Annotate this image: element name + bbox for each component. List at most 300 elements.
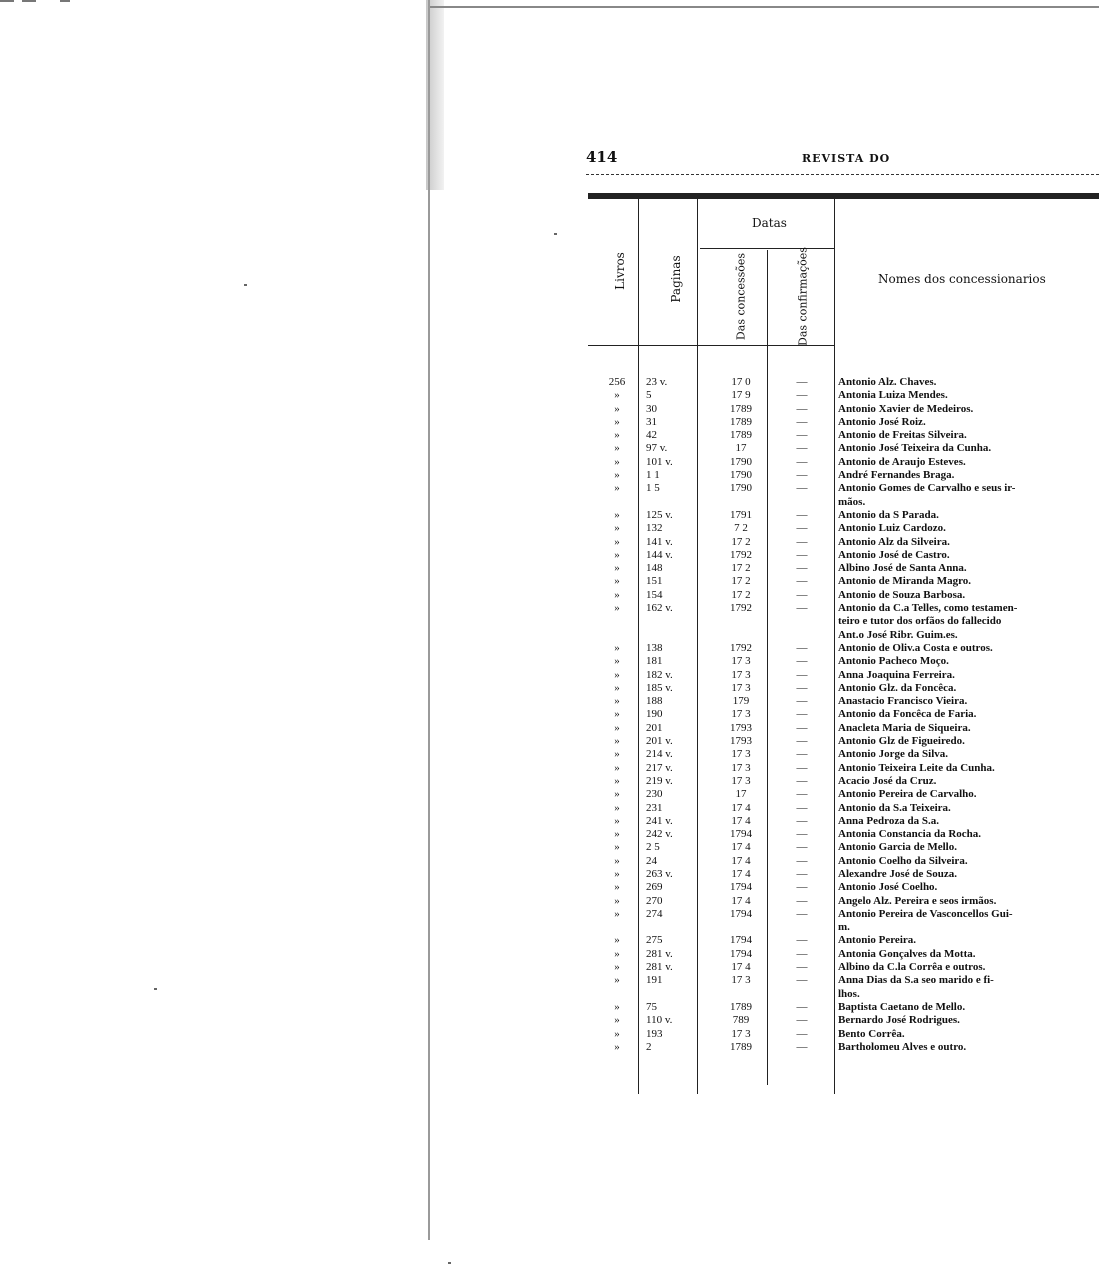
cell-livro: »: [614, 1000, 620, 1013]
table-row: [0, 682, 1099, 695]
cell-concessao: 179: [732, 695, 750, 708]
cell-confirmacao: —: [796, 974, 808, 987]
cell-pagina: 185 v.: [646, 681, 673, 694]
cell-pagina: 201: [646, 721, 663, 734]
cell-confirmacao: —: [796, 455, 808, 468]
cell-pagina: 101 v.: [646, 455, 673, 468]
table-row: [0, 974, 1099, 987]
table-row: [0, 1014, 1099, 1027]
cell-concessao: 17 4: [731, 801, 751, 814]
cell-concessao: 17 3: [731, 655, 751, 668]
cell-concessao: 1794: [730, 881, 752, 894]
cell-nome: Baptista Caetano de Mello.: [838, 1000, 966, 1013]
cell-livro: 256: [608, 376, 626, 388]
cell-nome: Albino da C.la Corrêa e outros.: [838, 961, 986, 974]
cell-concessao: 17 3: [731, 774, 751, 787]
table-row: [0, 589, 1099, 602]
cell-pagina: 144 v.: [646, 548, 673, 561]
table-row: [0, 868, 1099, 881]
cell-concessao: 17 4: [731, 814, 751, 827]
cell-nome: teiro e tutor dos orfãos do fallecido: [838, 615, 1002, 628]
cell-confirmacao: —: [796, 508, 808, 521]
cell-pagina: 231: [646, 801, 663, 814]
cell-confirmacao: —: [796, 429, 808, 442]
cell-concessao: 17 3: [731, 974, 751, 987]
header-das-confirmacoes: Das confirmações: [796, 247, 810, 346]
cell-confirmacao: —: [796, 854, 808, 867]
table-row: [0, 642, 1099, 655]
cell-nome: Antonia Luiza Mendes.: [838, 389, 948, 402]
cell-pagina: 132: [646, 522, 663, 535]
cell-nome: Angelo Alz. Pereira e seos irmãos.: [838, 894, 997, 907]
cell-nome: Antonio da S Parada.: [838, 508, 939, 521]
cell-nome: mãos.: [838, 495, 866, 508]
table-row: [0, 1001, 1099, 1014]
cell-confirmacao: —: [796, 602, 808, 615]
cell-confirmacao: —: [796, 934, 808, 947]
cell-pagina: 281 v.: [646, 961, 673, 974]
table-row: [0, 1041, 1099, 1054]
cell-livro: »: [614, 894, 620, 907]
datas-rule: [700, 248, 834, 249]
cell-nome: Ant.o José Ribr. Guim.es.: [838, 628, 958, 641]
cell-nome: Bento Corrêa.: [838, 1027, 905, 1040]
cell-nome: Antonio de Souza Barbosa.: [838, 588, 966, 601]
cell-nome: Antonio Gomes de Carvalho e seus ir-: [838, 482, 1016, 495]
cell-livro: »: [614, 907, 620, 920]
cell-confirmacao: —: [796, 1040, 808, 1053]
cell-confirmacao: —: [796, 894, 808, 907]
table-row: [0, 735, 1099, 748]
cell-livro: »: [614, 455, 620, 468]
table-row: [0, 429, 1099, 442]
cell-nome: Antonio Xavier de Medeiros.: [838, 402, 974, 415]
cell-nome: Antonio Pereira.: [838, 934, 917, 947]
cell-nome: Anacleta Maria de Siqueira.: [838, 721, 971, 734]
cell-nome: Antonio da Foncêca de Faria.: [838, 708, 977, 721]
cell-pagina: 230: [646, 788, 663, 801]
cell-nome: m.: [838, 921, 850, 934]
cell-pagina: 2: [646, 1040, 652, 1053]
cell-livro: »: [614, 482, 620, 495]
scan-edge-mark: [0, 0, 14, 2]
table-row: [0, 895, 1099, 908]
cell-pagina: 191: [646, 974, 663, 987]
cell-pagina: 182 v.: [646, 668, 673, 681]
cell-concessao: 17 3: [731, 748, 751, 761]
cell-confirmacao: —: [796, 907, 808, 920]
cell-pagina: 97 v.: [646, 442, 668, 455]
cell-pagina: 148: [646, 562, 663, 575]
cell-livro: »: [614, 788, 620, 801]
cell-livro: »: [614, 695, 620, 708]
cell-nome: Antonio de Freitas Silveira.: [838, 429, 967, 442]
cell-confirmacao: —: [796, 748, 808, 761]
cell-pagina: 162 v.: [646, 602, 673, 615]
table-row: [0, 934, 1099, 947]
cell-pagina: 219 v.: [646, 774, 673, 787]
cell-nome: Alexandre José de Souza.: [838, 867, 957, 880]
cell-pagina: 110 v.: [646, 1014, 673, 1027]
cell-concessao: 17 3: [731, 761, 751, 774]
table-row: [0, 629, 1099, 642]
cell-pagina: 281 v.: [646, 947, 673, 960]
cell-nome: Antonio Alz da Silveira.: [838, 535, 950, 548]
table-row: [0, 376, 1099, 389]
cell-confirmacao: —: [796, 721, 808, 734]
cell-livro: »: [614, 602, 620, 615]
cell-livro: »: [614, 867, 620, 880]
table-row: [0, 389, 1099, 402]
cell-pagina: 263 v.: [646, 867, 673, 880]
cell-nome: Bernardo José Rodrigues.: [838, 1014, 960, 1027]
cell-confirmacao: —: [796, 402, 808, 415]
table-row: [0, 1028, 1099, 1041]
cell-nome: Albino José de Santa Anna.: [838, 562, 967, 575]
cell-pagina: 125 v.: [646, 508, 673, 521]
cell-confirmacao: —: [796, 522, 808, 535]
cell-nome: André Fernandes Braga.: [838, 469, 955, 482]
cell-nome: Anna Joaquina Ferreira.: [838, 668, 955, 681]
cell-confirmacao: —: [796, 1027, 808, 1040]
cell-concessao: 17 4: [731, 961, 751, 974]
concessionaires-table-body: [0, 376, 1099, 1054]
cell-livro: »: [614, 442, 620, 455]
cell-confirmacao: —: [796, 841, 808, 854]
cell-confirmacao: —: [796, 881, 808, 894]
table-row: [0, 602, 1099, 615]
cell-nome: Antonio José Roiz.: [838, 415, 926, 428]
cell-pagina: 269: [646, 881, 663, 894]
table-row: [0, 509, 1099, 522]
cell-confirmacao: —: [796, 641, 808, 654]
cell-concessao: 17 2: [731, 588, 751, 601]
cell-nome: Antonio da C.a Telles, como testamen-: [838, 602, 1018, 615]
table-row: [0, 496, 1099, 509]
cell-confirmacao: —: [796, 788, 808, 801]
cell-livro: »: [614, 588, 620, 601]
cell-pagina: 31: [646, 415, 657, 428]
cell-livro: »: [614, 934, 620, 947]
cell-livro: »: [614, 415, 620, 428]
cell-concessao: 1793: [730, 721, 752, 734]
cell-confirmacao: —: [796, 415, 808, 428]
cell-confirmacao: —: [796, 867, 808, 880]
cell-livro: »: [614, 974, 620, 987]
cell-confirmacao: —: [796, 588, 808, 601]
cell-livro: »: [614, 508, 620, 521]
cell-pagina: 217 v.: [646, 761, 673, 774]
cell-nome: Antonio José de Castro.: [838, 548, 950, 561]
table-row: [0, 536, 1099, 549]
cell-nome: Antonio de Miranda Magro.: [838, 575, 972, 588]
cell-livro: »: [614, 681, 620, 694]
cell-nome: Anna Pedroza da S.a.: [838, 814, 939, 827]
table-row: [0, 908, 1099, 921]
cell-pagina: 23 v.: [646, 376, 668, 388]
cell-nome: Antonio Teixeira Leite da Cunha.: [838, 761, 995, 774]
table-row: [0, 469, 1099, 482]
table-row: [0, 695, 1099, 708]
table-row: [0, 722, 1099, 735]
cell-confirmacao: —: [796, 774, 808, 787]
cell-concessao: 1790: [730, 455, 752, 468]
cell-nome: Antonio Glz de Figueiredo.: [838, 735, 965, 748]
cell-livro: »: [614, 575, 620, 588]
header-datas: Datas: [752, 216, 787, 230]
cell-livro: »: [614, 841, 620, 854]
cell-confirmacao: —: [796, 482, 808, 495]
cell-concessao: 17 2: [731, 575, 751, 588]
cell-concessao: 1794: [730, 934, 752, 947]
cell-concessao: 1789: [730, 1040, 752, 1053]
cell-pagina: 270: [646, 894, 663, 907]
cell-concessao: 1794: [730, 828, 752, 841]
cell-confirmacao: —: [796, 655, 808, 668]
scan-speck: [448, 1262, 451, 1264]
cell-confirmacao: —: [796, 735, 808, 748]
cell-nome: Antonio de Oliv.a Costa e outros.: [838, 641, 993, 654]
cell-livro: »: [614, 402, 620, 415]
cell-concessao: 1794: [730, 907, 752, 920]
table-row: [0, 575, 1099, 588]
cell-livro: »: [614, 562, 620, 575]
cell-livro: »: [614, 801, 620, 814]
table-row: [0, 948, 1099, 961]
cell-pagina: 242 v.: [646, 828, 673, 841]
cell-confirmacao: —: [796, 801, 808, 814]
cell-confirmacao: —: [796, 562, 808, 575]
cell-confirmacao: —: [796, 1000, 808, 1013]
cell-concessao: 17 4: [731, 854, 751, 867]
cell-nome: Antonio Garcia de Mello.: [838, 841, 957, 854]
cell-concessao: 17 0: [731, 376, 751, 388]
cell-pagina: 190: [646, 708, 663, 721]
cell-concessao: 17: [735, 788, 747, 801]
cell-concessao: 1794: [730, 947, 752, 960]
cell-nome: Antonio Coelho da Silveira.: [838, 854, 968, 867]
table-row: [0, 708, 1099, 721]
cell-livro: »: [614, 535, 620, 548]
cell-pagina: 274: [646, 907, 663, 920]
cell-livro: »: [614, 828, 620, 841]
page-number: 414: [586, 148, 618, 166]
table-row: [0, 456, 1099, 469]
cell-livro: »: [614, 721, 620, 734]
cell-concessao: 789: [732, 1014, 750, 1027]
cell-nome: Antonio da S.a Teixeira.: [838, 801, 951, 814]
cell-confirmacao: —: [796, 1014, 808, 1027]
cell-livro: »: [614, 774, 620, 787]
table-row: [0, 881, 1099, 894]
cell-livro: »: [614, 708, 620, 721]
cell-confirmacao: —: [796, 961, 808, 974]
cell-confirmacao: —: [796, 708, 808, 721]
cell-nome: Antonio Luiz Cardozo.: [838, 522, 946, 535]
cell-pagina: 154: [646, 588, 663, 601]
cell-concessao: 1791: [730, 508, 752, 521]
cell-confirmacao: —: [796, 548, 808, 561]
cell-pagina: 75: [646, 1000, 657, 1013]
cell-pagina: 141 v.: [646, 535, 673, 548]
scan-edge-mark: [22, 0, 36, 2]
cell-livro: »: [614, 814, 620, 827]
cell-nome: Antonia Constancia da Rocha.: [838, 828, 982, 841]
table-top-rule: [588, 193, 1099, 199]
cell-concessao: 17 9: [731, 389, 751, 402]
table-row: [0, 788, 1099, 801]
cell-nome: Antonio José Teixeira da Cunha.: [838, 442, 992, 455]
cell-pagina: 214 v.: [646, 748, 673, 761]
cell-confirmacao: —: [796, 695, 808, 708]
cell-livro: »: [614, 1027, 620, 1040]
cell-confirmacao: —: [796, 947, 808, 960]
table-row: [0, 416, 1099, 429]
table-row: [0, 855, 1099, 868]
cell-concessao: 17 4: [731, 867, 751, 880]
table-row: [0, 802, 1099, 815]
cell-pagina: 188: [646, 695, 663, 708]
cell-nome: Antonio Pereira de Carvalho.: [838, 788, 977, 801]
table-row: [0, 615, 1099, 628]
cell-concessao: 1789: [730, 402, 752, 415]
cell-nome: Antonio José Coelho.: [838, 881, 938, 894]
cell-nome: Antonio Jorge da Silva.: [838, 748, 949, 761]
cell-pagina: 1 5: [646, 482, 660, 495]
header-nomes: Nomes dos concessionarios: [878, 272, 1046, 286]
cell-concessao: 1792: [730, 641, 752, 654]
cell-pagina: 2 5: [646, 841, 660, 854]
cell-nome: Antonio Glz. da Foncêca.: [838, 681, 957, 694]
cell-concessao: 1789: [730, 415, 752, 428]
table-row: [0, 921, 1099, 934]
cell-livro: »: [614, 735, 620, 748]
table-row: [0, 403, 1099, 416]
cell-livro: »: [614, 641, 620, 654]
cell-confirmacao: —: [796, 575, 808, 588]
cell-livro: »: [614, 469, 620, 482]
cell-nome: Bartholomeu Alves e outro.: [838, 1040, 967, 1053]
cell-pagina: 193: [646, 1027, 663, 1040]
header-livros: Livros: [613, 252, 627, 290]
table-row: [0, 549, 1099, 562]
table-row: [0, 815, 1099, 828]
cell-concessao: 1790: [730, 482, 752, 495]
cell-confirmacao: —: [796, 389, 808, 402]
scan-edge-mark: [60, 0, 70, 2]
scan-speck: [554, 233, 557, 235]
cell-livro: »: [614, 854, 620, 867]
table-row: [0, 482, 1099, 495]
table-row: [0, 442, 1099, 455]
table-row: [0, 562, 1099, 575]
cell-nome: Anna Dias da S.a seo marido e fi-: [838, 974, 994, 987]
cell-concessao: 17: [735, 442, 747, 455]
cell-nome: Acacio José da Cruz.: [838, 774, 937, 787]
cell-livro: »: [614, 655, 620, 668]
cell-concessao: 17 2: [731, 562, 751, 575]
table-row: [0, 961, 1099, 974]
cell-confirmacao: —: [796, 535, 808, 548]
cell-nome: lhos.: [838, 987, 860, 1000]
cell-confirmacao: —: [796, 442, 808, 455]
cell-concessao: 17 3: [731, 708, 751, 721]
cell-concessao: 1793: [730, 735, 752, 748]
cell-confirmacao: —: [796, 376, 808, 388]
cell-concessao: 1792: [730, 548, 752, 561]
cell-nome: Antonio Pereira de Vasconcellos Gui-: [838, 907, 1013, 920]
cell-pagina: 5: [646, 389, 652, 402]
cell-livro: »: [614, 881, 620, 894]
cell-concessao: 1789: [730, 429, 752, 442]
cell-livro: »: [614, 429, 620, 442]
cell-confirmacao: —: [796, 668, 808, 681]
cell-confirmacao: —: [796, 828, 808, 841]
cell-pagina: 1 1: [646, 469, 660, 482]
page-top-edge: [430, 6, 1099, 8]
cell-livro: »: [614, 748, 620, 761]
table-row: [0, 828, 1099, 841]
cell-pagina: 181: [646, 655, 663, 668]
cell-livro: »: [614, 668, 620, 681]
cell-confirmacao: —: [796, 681, 808, 694]
cell-concessao: 7 2: [734, 522, 748, 535]
cell-nome: Anastacio Francisco Vieira.: [838, 695, 968, 708]
cell-concessao: 17 3: [731, 681, 751, 694]
cell-concessao: 17 3: [731, 1027, 751, 1040]
table-row: [0, 841, 1099, 854]
cell-livro: »: [614, 961, 620, 974]
cell-concessao: 1790: [730, 469, 752, 482]
table-row: [0, 748, 1099, 761]
cell-livro: »: [614, 761, 620, 774]
cell-concessao: 17 2: [731, 535, 751, 548]
cell-concessao: 17 4: [731, 894, 751, 907]
table-row: [0, 988, 1099, 1001]
cell-pagina: 30: [646, 402, 657, 415]
cell-pagina: 138: [646, 641, 663, 654]
cell-nome: Antonio Alz. Chaves.: [838, 376, 937, 388]
table-row: [0, 669, 1099, 682]
cell-pagina: 275: [646, 934, 663, 947]
cell-pagina: 241 v.: [646, 814, 673, 827]
header-paginas: Paginas: [669, 255, 683, 303]
running-head: REVISTA DO: [802, 152, 891, 165]
cell-pagina: 201 v.: [646, 735, 673, 748]
cell-pagina: 42: [646, 429, 657, 442]
cell-livro: »: [614, 947, 620, 960]
table-row: [0, 775, 1099, 788]
cell-livro: »: [614, 1014, 620, 1027]
cell-livro: »: [614, 389, 620, 402]
table-row: [0, 762, 1099, 775]
cell-confirmacao: —: [796, 761, 808, 774]
cell-nome: Antonio de Araujo Esteves.: [838, 455, 966, 468]
cell-concessao: 1789: [730, 1000, 752, 1013]
cell-concessao: 17 4: [731, 841, 751, 854]
cell-nome: Antonia Gonçalves da Motta.: [838, 947, 976, 960]
cell-pagina: 151: [646, 575, 663, 588]
cell-confirmacao: —: [796, 814, 808, 827]
header-rule: [586, 174, 1099, 176]
scan-speck: [244, 284, 247, 286]
cell-concessao: 1792: [730, 602, 752, 615]
cell-confirmacao: —: [796, 469, 808, 482]
cell-nome: Antonio Pacheco Moço.: [838, 655, 949, 668]
cell-concessao: 17 3: [731, 668, 751, 681]
cell-livro: »: [614, 522, 620, 535]
table-row: [0, 522, 1099, 535]
